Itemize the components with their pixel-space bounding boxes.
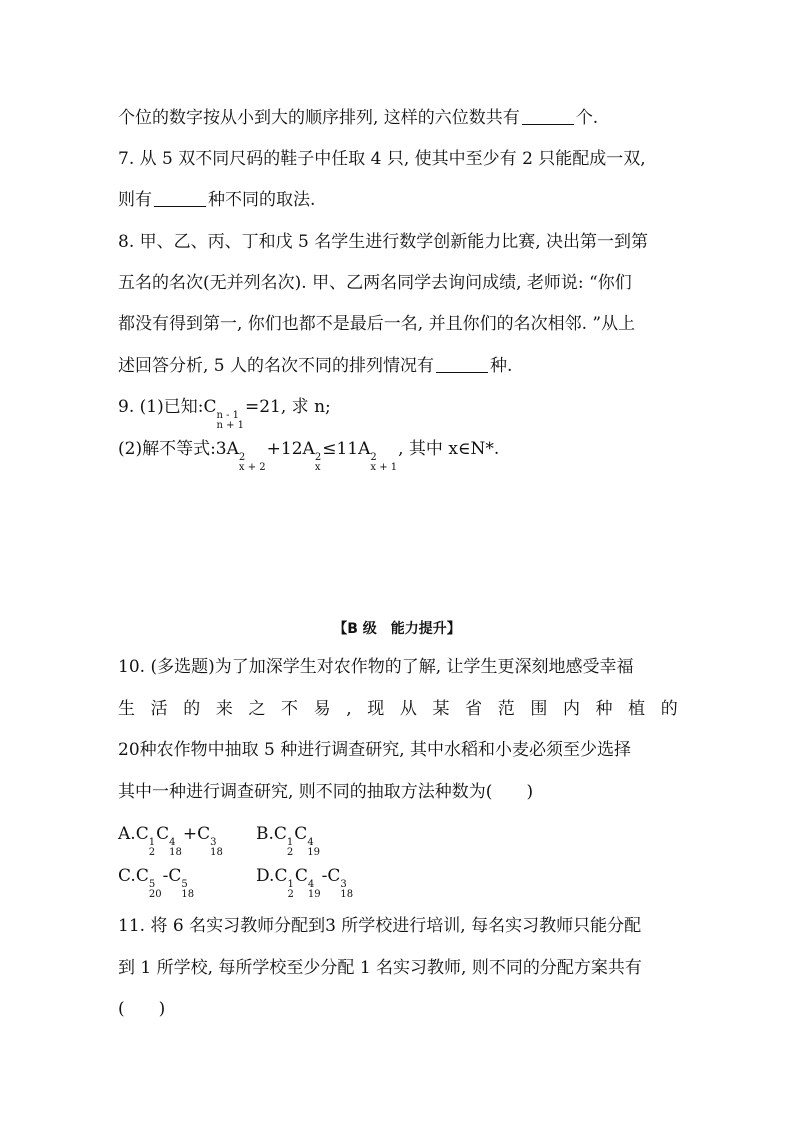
subscript: x + 2 — [238, 462, 266, 473]
combination-symbol: C — [327, 866, 341, 886]
script — [181, 880, 194, 900]
combination-symbol: C — [273, 824, 287, 844]
combination-symbol: C — [274, 866, 288, 886]
superscript: 1 — [148, 837, 156, 848]
superscript: 5 — [148, 879, 156, 890]
answer-blank — [154, 190, 206, 207]
q8-line-4 — [118, 354, 512, 378]
q7-line-2 — [118, 188, 315, 212]
q10-line-2-char: 的 — [183, 699, 201, 719]
q10-line-2-char: , — [346, 699, 352, 719]
superscript: 3 — [340, 879, 347, 890]
q8-line-2: 五名的名次(无并列名次). 甲、乙两名同学去询问成绩, 老师说: “你们 — [118, 273, 632, 293]
superscript: n - 1 — [216, 410, 239, 421]
subscript: 2 — [286, 847, 294, 858]
script — [340, 880, 353, 900]
q10-line-2-char: 生 — [118, 699, 135, 719]
script — [287, 838, 293, 858]
option-label: A. — [118, 824, 136, 844]
q9-part-1 — [118, 395, 331, 431]
q9-2-text: , 其中 x∈N*. — [398, 439, 500, 459]
q9-2-term: +12 — [266, 439, 303, 459]
q10-line-2-char: 活 — [150, 699, 168, 719]
q10-line-2-char: 内 — [562, 699, 580, 719]
q10-option-a — [118, 822, 224, 858]
q10-line-2-char: 省 — [465, 699, 483, 719]
answer-blank — [522, 108, 574, 125]
option-label: D. — [256, 866, 275, 886]
option-label: B. — [256, 824, 274, 844]
superscript: 4 — [307, 837, 314, 848]
superscript: 2 — [238, 452, 246, 463]
q9-2-label: (2)解不等式:3 — [118, 439, 227, 459]
q10-line-2-char: 范 — [497, 699, 515, 719]
q10-line-2-char: 不 — [281, 699, 299, 719]
q10-line-3: 20种农作物中抽取 5 种进行调查研究, 其中水稻和小麦必须至少选择 — [118, 740, 632, 760]
combination-symbol: C — [135, 866, 149, 886]
subscript: 2 — [148, 847, 156, 858]
q11-line-1: 11. 将 6 名实习教师分配到3 所学校进行培训, 每名实习教师只能分配 — [118, 916, 642, 936]
q7-text: 则有 — [118, 190, 152, 210]
script — [239, 453, 266, 473]
script — [216, 411, 244, 431]
script — [149, 838, 155, 858]
subscript: 18 — [340, 889, 354, 900]
q9-2-term: ≤11 — [322, 439, 359, 459]
q7-tail: 种不同的取法. — [208, 190, 316, 210]
q8-line-3: 都没有得到第一, 你们也都不是最后一名, 并且你们的名次相邻. ”从上 — [118, 314, 636, 334]
superscript: 2 — [314, 452, 322, 463]
operator: - — [321, 866, 328, 886]
script — [307, 838, 320, 858]
script — [169, 838, 182, 858]
q10-line-2-char: 植 — [628, 699, 646, 719]
combination-symbol: C — [203, 397, 217, 417]
operator: + — [182, 824, 198, 844]
q10-line-2-char: 某 — [432, 699, 450, 719]
q9-1-label: 9. (1)已知: — [118, 397, 204, 417]
combination-symbol: C — [135, 824, 149, 844]
q10-option-c — [118, 864, 195, 900]
superscript: 4 — [307, 879, 315, 890]
q9-part-2 — [118, 437, 499, 473]
subscript: 18 — [181, 889, 195, 900]
script — [315, 453, 321, 473]
superscript: 2 — [370, 452, 377, 463]
q10-line-2-char: 易 — [313, 699, 331, 719]
q6-tail: 个. — [575, 108, 599, 128]
superscript: 5 — [181, 879, 188, 890]
q8-line-1: 8. 甲、乙、丙、丁和戊 5 名学生进行数学创新能力比赛, 决出第一到第 — [118, 232, 649, 252]
q10-line-2 — [118, 697, 678, 721]
q6-text: 个位的数字按从小到大的顺序排列, 这样的六位数共有 — [118, 108, 520, 128]
q10-line-4: 其中一种进行调查研究, 则不同的抽取方法种数为( ) — [118, 782, 534, 802]
q10-option-b — [256, 822, 321, 858]
q10-line-2-char: 的 — [660, 699, 678, 719]
superscript: 1 — [286, 837, 294, 848]
answer-blank — [436, 356, 488, 373]
q10-line-2-char: 之 — [248, 699, 266, 719]
q10-line-1: 10. (多选题)为了加深学生对农作物的了解, 让学生更深刻地感受幸福 — [118, 657, 634, 677]
subscript: 19 — [307, 847, 321, 858]
subscript: 18 — [210, 847, 223, 858]
superscript: 1 — [287, 879, 294, 890]
option-label: C. — [118, 866, 136, 886]
script — [210, 838, 223, 858]
superscript: 3 — [210, 837, 217, 848]
subscript: 18 — [169, 847, 182, 858]
section-title: 【B 级 能力提升】 — [333, 621, 461, 637]
q11-line-3: ( ) — [118, 999, 166, 1019]
q8-text: 述回答分析, 5 人的名次不同的排列情况有 — [118, 356, 435, 376]
combination-symbol: C — [168, 866, 182, 886]
subscript: n + 1 — [216, 420, 244, 431]
q6-continuation — [118, 106, 598, 130]
combination-symbol: C — [156, 824, 170, 844]
q9-1-text: =21, 求 n; — [245, 397, 331, 417]
subscript: 19 — [307, 889, 321, 900]
superscript: 4 — [169, 837, 176, 848]
operator: - — [162, 866, 169, 886]
q11-line-2: 到 1 所学校, 每所学校至少分配 1 名实习教师, 则不同的分配方案共有 — [118, 958, 642, 978]
combination-symbol: C — [294, 824, 308, 844]
combination-symbol: C — [197, 824, 211, 844]
q10-line-2-char: 现 — [367, 699, 385, 719]
q10-line-2-char: 来 — [215, 699, 233, 719]
script — [308, 880, 321, 900]
q10-option-d — [256, 864, 354, 900]
script — [149, 880, 162, 900]
subscript: 2 — [287, 889, 294, 900]
subscript: 20 — [148, 889, 162, 900]
arrangement-symbol: A — [302, 439, 315, 459]
q10-line-2-char: 从 — [399, 699, 417, 719]
subscript: x + 1 — [370, 462, 398, 473]
q10-line-2-char: 围 — [530, 699, 548, 719]
q8-tail: 种. — [490, 356, 513, 376]
script — [370, 453, 397, 473]
q10-line-2-char: 种 — [595, 699, 613, 719]
script — [287, 880, 293, 900]
subscript: x — [314, 462, 321, 473]
arrangement-symbol: A — [358, 439, 371, 459]
q7-line-1: 7. 从 5 双不同尺码的鞋子中任取 4 只, 使其中至少有 2 只能配成一双, — [118, 149, 646, 169]
combination-symbol: C — [294, 866, 308, 886]
arrangement-symbol: A — [226, 439, 239, 459]
